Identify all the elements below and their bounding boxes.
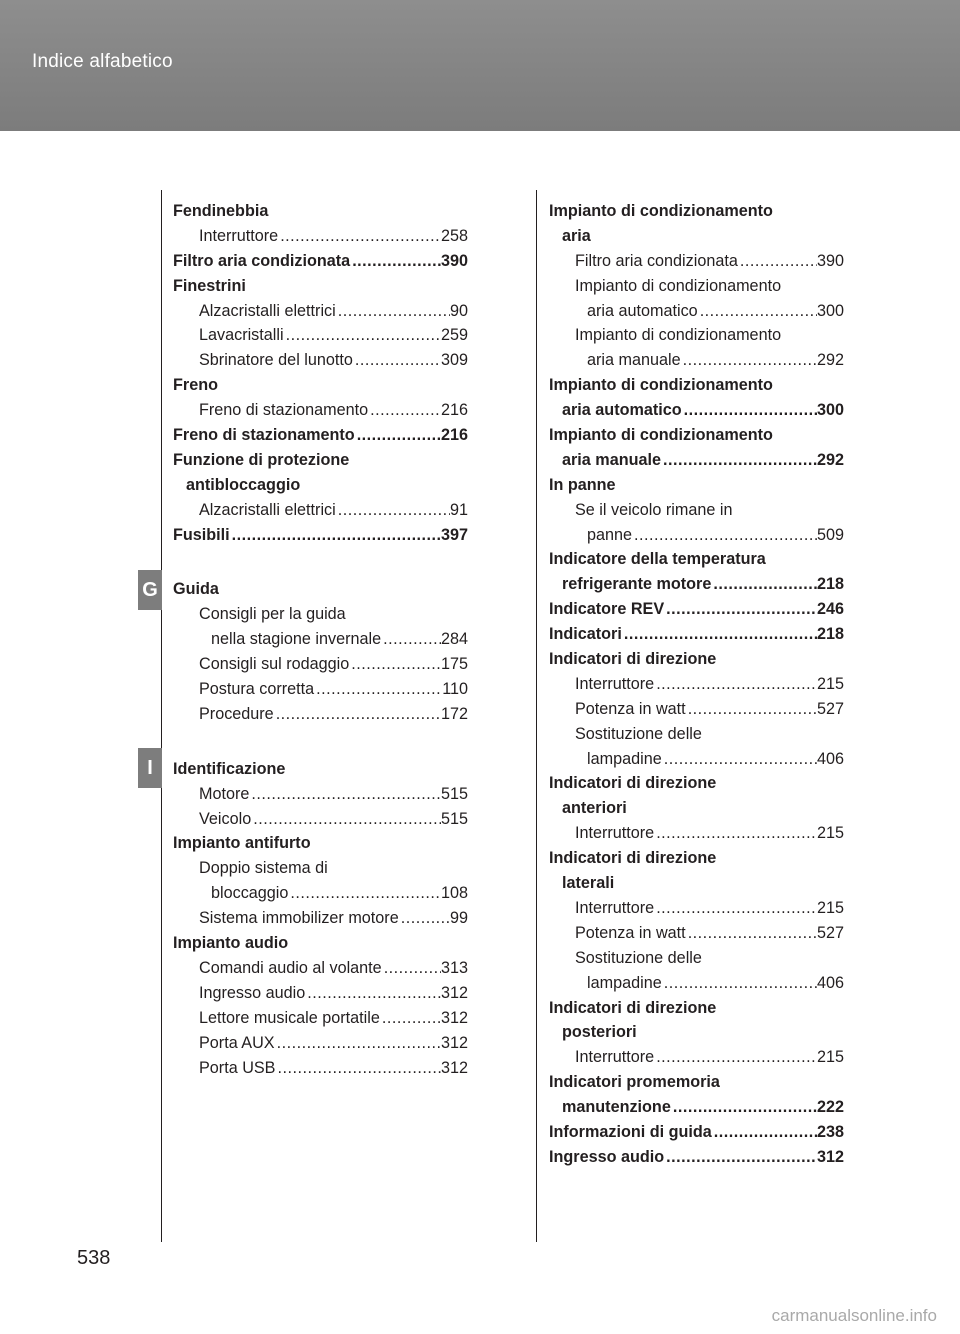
index-term: Lettore musicale portatile (199, 1008, 380, 1027)
index-line (549, 747, 844, 772)
index-term: Ingresso audio (199, 983, 306, 1002)
index-line (549, 971, 844, 996)
index-term: refrigerante motore (562, 575, 712, 594)
index-line (173, 448, 468, 473)
page-reference[interactable]: 527 (816, 923, 844, 942)
index-line (173, 956, 468, 981)
index-line (173, 1056, 468, 1081)
page-reference[interactable]: 300 (816, 301, 844, 320)
leader-dots (681, 348, 817, 373)
index-term: Potenza in watt (575, 923, 686, 942)
leader-dots (355, 423, 441, 448)
index-entry (549, 498, 844, 548)
index-line (173, 782, 468, 807)
leader-dots (662, 971, 817, 996)
page-reference[interactable]: 99 (449, 909, 468, 928)
leader-dots (632, 523, 817, 548)
watermark: carmanualsonline.info (771, 1306, 937, 1325)
index-entry (549, 647, 844, 672)
page-reference[interactable]: 313 (440, 958, 468, 977)
leader-dots (382, 956, 441, 981)
page-reference[interactable]: 215 (816, 824, 844, 843)
index-line (549, 871, 844, 896)
index-line (549, 448, 844, 473)
index-entry (173, 348, 468, 373)
leader-dots (251, 807, 441, 832)
index-term: Indicatori di direzione (549, 849, 717, 868)
index-line (549, 523, 844, 548)
index-entry (173, 602, 468, 652)
leader-dots (275, 1031, 441, 1056)
index-entry (549, 1120, 844, 1145)
index-entry (549, 423, 844, 473)
leader-dots (350, 249, 441, 274)
index-term: Freno di stazionamento (173, 426, 355, 445)
index-term: Indicatori di direzione (549, 650, 717, 669)
index-line (549, 622, 844, 647)
index-line (173, 627, 468, 652)
leader-dots (654, 821, 817, 846)
index-term: Informazioni di guida (549, 1122, 712, 1141)
index-term: bloccaggio (211, 884, 289, 903)
index-line (173, 931, 468, 956)
page-reference[interactable]: 509 (816, 525, 844, 544)
index-entry (549, 473, 844, 498)
index-entry (173, 652, 468, 677)
index-term: aria manuale (587, 351, 681, 370)
page-reference[interactable]: 215 (816, 674, 844, 693)
index-term: Filtro aria condizionata (173, 251, 351, 270)
page-reference[interactable]: 218 (816, 575, 844, 594)
section-spacer (173, 547, 468, 577)
index-term: Indicatore REV (549, 600, 665, 619)
leader-dots (368, 398, 441, 423)
page-reference[interactable]: 238 (816, 1122, 844, 1141)
index-term: Freno di stazionamento (199, 401, 369, 420)
leader-dots (712, 1120, 817, 1145)
leader-dots (349, 652, 441, 677)
index-term: Lavacristalli (199, 326, 284, 345)
leader-dots (664, 1145, 817, 1170)
index-entry (549, 921, 844, 946)
index-term: Indicatore della temperatura (549, 550, 766, 569)
index-entry (173, 224, 468, 249)
page-reference[interactable]: 284 (440, 630, 468, 649)
index-term: Indicatori promemoria (549, 1073, 720, 1092)
index-line (549, 398, 844, 423)
leader-dots (682, 398, 817, 423)
page-reference[interactable]: 175 (440, 655, 468, 674)
header-title: Indice alfabetico (32, 51, 173, 72)
index-line (173, 1006, 468, 1031)
index-term: Impianto di condizionamento (575, 276, 782, 295)
index-term: manutenzione (562, 1098, 671, 1117)
leader-dots (274, 702, 441, 727)
index-entry (173, 423, 468, 448)
index-term: Veicolo (199, 809, 252, 828)
index-line (549, 672, 844, 697)
page-reference[interactable]: 292 (816, 450, 844, 469)
index-term: Interruttore (199, 226, 279, 245)
index-line (173, 523, 468, 548)
index-entry (549, 672, 844, 697)
index-term: Finestrini (173, 276, 246, 295)
index-term: laterali (562, 874, 615, 893)
index-column-left (173, 199, 468, 1080)
leader-dots (314, 677, 442, 702)
leader-dots (738, 249, 817, 274)
page-reference[interactable]: 312 (440, 1058, 468, 1077)
page-reference[interactable]: 246 (816, 600, 844, 619)
index-term: aria automatico (562, 401, 682, 420)
index-line (173, 856, 468, 881)
index-line (173, 473, 468, 498)
column-divider-right (536, 190, 537, 1242)
index-entry (549, 1145, 844, 1170)
index-entry (549, 697, 844, 722)
index-term: Sostituzione delle (575, 948, 702, 967)
index-term: Impianto di condizionamento (549, 202, 773, 220)
page-reference[interactable]: 515 (440, 784, 468, 803)
leader-dots (664, 597, 817, 622)
index-line (173, 373, 468, 398)
index-term: Alzacristalli elettrici (199, 301, 336, 320)
index-term: Comandi audio al volante (199, 958, 382, 977)
index-entry (173, 677, 468, 702)
index-line (549, 771, 844, 796)
leader-dots (305, 981, 441, 1006)
index-line (549, 199, 844, 224)
leader-dots (711, 572, 817, 597)
index-term: Fusibili (173, 525, 230, 544)
leader-dots (336, 299, 450, 324)
page-reference[interactable]: 390 (440, 251, 468, 270)
index-line (549, 1070, 844, 1095)
index-entry (549, 821, 844, 846)
index-line (173, 881, 468, 906)
index-entry (173, 398, 468, 423)
index-entry (549, 249, 844, 274)
index-line (549, 597, 844, 622)
page-reference[interactable]: 172 (440, 704, 468, 723)
index-line (549, 647, 844, 672)
index-term: Filtro aria condizionata (575, 251, 738, 270)
index-term: Se il veicolo rimane in (575, 500, 733, 519)
leader-dots (662, 747, 817, 772)
page-reference[interactable]: 216 (440, 401, 468, 420)
index-term: Potenza in watt (575, 699, 686, 718)
index-entry (549, 896, 844, 921)
index-entry (173, 1056, 468, 1081)
leader-dots (698, 299, 817, 324)
leader-dots (380, 1006, 441, 1031)
index-line (549, 323, 844, 348)
index-term: Guida (173, 580, 219, 599)
index-entry (549, 597, 844, 622)
index-line (173, 807, 468, 832)
index-line (549, 572, 844, 597)
page-header (0, 0, 960, 131)
page-reference[interactable]: 216 (440, 426, 468, 445)
index-term: lampadine (587, 973, 662, 992)
index-term: anteriori (562, 799, 627, 818)
leader-dots (284, 323, 441, 348)
page-reference[interactable]: 390 (816, 251, 844, 270)
index-term: aria manuale (562, 450, 661, 469)
index-term: Consigli per la guida (199, 605, 346, 624)
index-line (549, 821, 844, 846)
index-entry (173, 448, 468, 498)
page-reference[interactable]: 90 (449, 301, 468, 320)
leader-dots (230, 523, 441, 548)
index-entry (173, 498, 468, 523)
index-line (549, 722, 844, 747)
page-reference[interactable]: 312 (816, 1147, 844, 1166)
index-term: panne (587, 525, 633, 544)
page-reference[interactable]: 312 (440, 1033, 468, 1052)
index-term: Impianto audio (173, 934, 289, 953)
index-line (173, 831, 468, 856)
leader-dots (686, 921, 817, 946)
page-reference[interactable]: 91 (449, 500, 468, 519)
index-entry (173, 782, 468, 807)
page-reference[interactable]: 515 (440, 809, 468, 828)
index-entry (549, 274, 844, 324)
index-entry (173, 249, 468, 274)
index-line (549, 498, 844, 523)
index-column-right (549, 199, 844, 1170)
index-term: Impianto di condizionamento (575, 326, 782, 345)
index-entry (173, 702, 468, 727)
index-term: Interruttore (575, 1048, 655, 1067)
index-term: In panne (549, 475, 616, 494)
index-line (173, 323, 468, 348)
index-line (549, 224, 844, 249)
page-reference[interactable]: 527 (816, 699, 844, 718)
index-term: Indicatori di direzione (549, 998, 717, 1017)
index-entry (173, 856, 468, 906)
index-line (173, 602, 468, 627)
index-term: Indicatori (549, 625, 622, 644)
index-entry (549, 199, 844, 249)
page-reference[interactable]: 292 (816, 351, 844, 370)
leader-dots (288, 881, 441, 906)
index-term: Funzione di protezione (173, 450, 350, 469)
index-line (173, 702, 468, 727)
section-tab-g[interactable]: G (138, 570, 162, 610)
index-term: Sistema immobilizer motore (199, 909, 399, 928)
index-line (549, 1145, 844, 1170)
leader-dots (654, 896, 817, 921)
index-line (549, 921, 844, 946)
index-line (173, 199, 468, 224)
index-line (173, 348, 468, 373)
leader-dots (686, 697, 817, 722)
index-line (549, 796, 844, 821)
index-line (173, 299, 468, 324)
index-entry (173, 274, 468, 299)
index-entry (549, 323, 844, 373)
index-line (173, 906, 468, 931)
index-entry (549, 373, 844, 423)
page-reference[interactable]: 218 (816, 625, 844, 644)
page-reference[interactable]: 397 (440, 525, 468, 544)
index-line (549, 547, 844, 572)
index-entry (173, 956, 468, 981)
index-line (549, 1045, 844, 1070)
index-term: lampadine (587, 749, 662, 768)
index-term: Porta AUX (199, 1033, 275, 1052)
index-term: Sostituzione delle (575, 724, 702, 743)
index-term: Freno (173, 376, 218, 395)
page-reference[interactable]: 259 (440, 326, 468, 345)
index-entry (549, 846, 844, 896)
index-term: antibloccaggio (186, 475, 301, 494)
index-line (549, 1120, 844, 1145)
page-reference[interactable]: 108 (440, 884, 468, 903)
index-term: Indicatori di direzione (549, 774, 717, 793)
index-term: Identificazione (173, 759, 286, 778)
leader-dots (661, 448, 817, 473)
leader-dots (671, 1095, 817, 1120)
leader-dots (275, 1056, 441, 1081)
index-term: aria automatico (587, 301, 698, 320)
index-entry (173, 323, 468, 348)
index-term: Porta USB (199, 1058, 276, 1077)
leader-dots (622, 622, 817, 647)
index-line (173, 498, 468, 523)
index-term: Interruttore (575, 824, 655, 843)
index-entry (549, 996, 844, 1046)
index-line (549, 946, 844, 971)
index-line (173, 423, 468, 448)
index-line (549, 473, 844, 498)
index-entry (173, 199, 468, 224)
index-line (549, 373, 844, 398)
index-line (549, 423, 844, 448)
index-line (549, 1095, 844, 1120)
index-entry (173, 299, 468, 324)
index-line (173, 757, 468, 782)
index-term: Interruttore (575, 898, 655, 917)
index-line (173, 1031, 468, 1056)
index-term: Ingresso audio (549, 1147, 665, 1166)
index-entry (173, 906, 468, 931)
index-line (173, 274, 468, 299)
column-divider-left (161, 190, 162, 1242)
index-term: aria (562, 226, 591, 245)
page-reference[interactable]: 258 (440, 226, 468, 245)
section-spacer (173, 727, 468, 757)
leader-dots (654, 1045, 817, 1070)
index-entry (173, 831, 468, 856)
leader-dots (336, 498, 450, 523)
page-number: 538 (77, 1247, 111, 1269)
index-line (549, 896, 844, 921)
index-term: Consigli sul rodaggio (199, 655, 350, 674)
index-term: Motore (199, 784, 250, 803)
index-term: Postura corretta (199, 680, 315, 699)
index-term: nella stagione invernale (211, 630, 382, 649)
index-entry (173, 1006, 468, 1031)
index-term: Procedure (199, 704, 274, 723)
leader-dots (654, 672, 817, 697)
index-line (549, 697, 844, 722)
index-term: Alzacristalli elettrici (199, 500, 336, 519)
page-reference[interactable]: 215 (816, 898, 844, 917)
index-line (549, 996, 844, 1021)
leader-dots (353, 348, 441, 373)
index-term: Impianto di condizionamento (549, 376, 773, 395)
page-reference[interactable]: 406 (816, 749, 844, 768)
index-entry (549, 771, 844, 821)
leader-dots (399, 906, 450, 931)
index-term: Interruttore (575, 674, 655, 693)
index-entry (549, 722, 844, 772)
index-term: Fendinebbia (173, 202, 269, 220)
index-line (549, 274, 844, 299)
index-entry (173, 373, 468, 398)
index-line (173, 677, 468, 702)
leader-dots (278, 224, 441, 249)
index-line (173, 398, 468, 423)
index-term: Sbrinatore del lunotto (199, 351, 353, 370)
page-reference[interactable]: 312 (440, 1008, 468, 1027)
page-reference[interactable]: 222 (816, 1098, 844, 1117)
index-entry (549, 1070, 844, 1120)
index-line (549, 348, 844, 373)
page-reference[interactable]: 110 (442, 680, 468, 699)
page-reference[interactable]: 309 (440, 351, 468, 370)
index-entry (173, 981, 468, 1006)
page-reference[interactable]: 300 (816, 401, 844, 420)
index-line (549, 846, 844, 871)
page-reference[interactable]: 215 (816, 1048, 844, 1067)
index-entry (173, 577, 468, 602)
leader-dots (249, 782, 441, 807)
index-line (549, 299, 844, 324)
index-entry (173, 1031, 468, 1056)
index-entry (173, 931, 468, 956)
index-line (173, 981, 468, 1006)
index-entry (549, 1045, 844, 1070)
index-line (549, 249, 844, 274)
index-term: Impianto antifurto (173, 834, 311, 853)
index-line (173, 224, 468, 249)
page-reference[interactable]: 406 (816, 973, 844, 992)
section-tab-i[interactable]: I (138, 748, 162, 788)
index-term: posteriori (562, 1023, 637, 1042)
index-line (549, 1020, 844, 1045)
index-entry (549, 622, 844, 647)
page-reference[interactable]: 312 (440, 983, 468, 1002)
index-entry (173, 757, 468, 782)
index-entry (173, 807, 468, 832)
index-line (173, 652, 468, 677)
index-line (173, 249, 468, 274)
index-term: Doppio sistema di (199, 859, 328, 878)
index-entry (549, 946, 844, 996)
index-term: Impianto di condizionamento (549, 426, 773, 445)
index-entry (173, 523, 468, 548)
leader-dots (381, 627, 441, 652)
index-entry (549, 547, 844, 597)
index-line (173, 577, 468, 602)
